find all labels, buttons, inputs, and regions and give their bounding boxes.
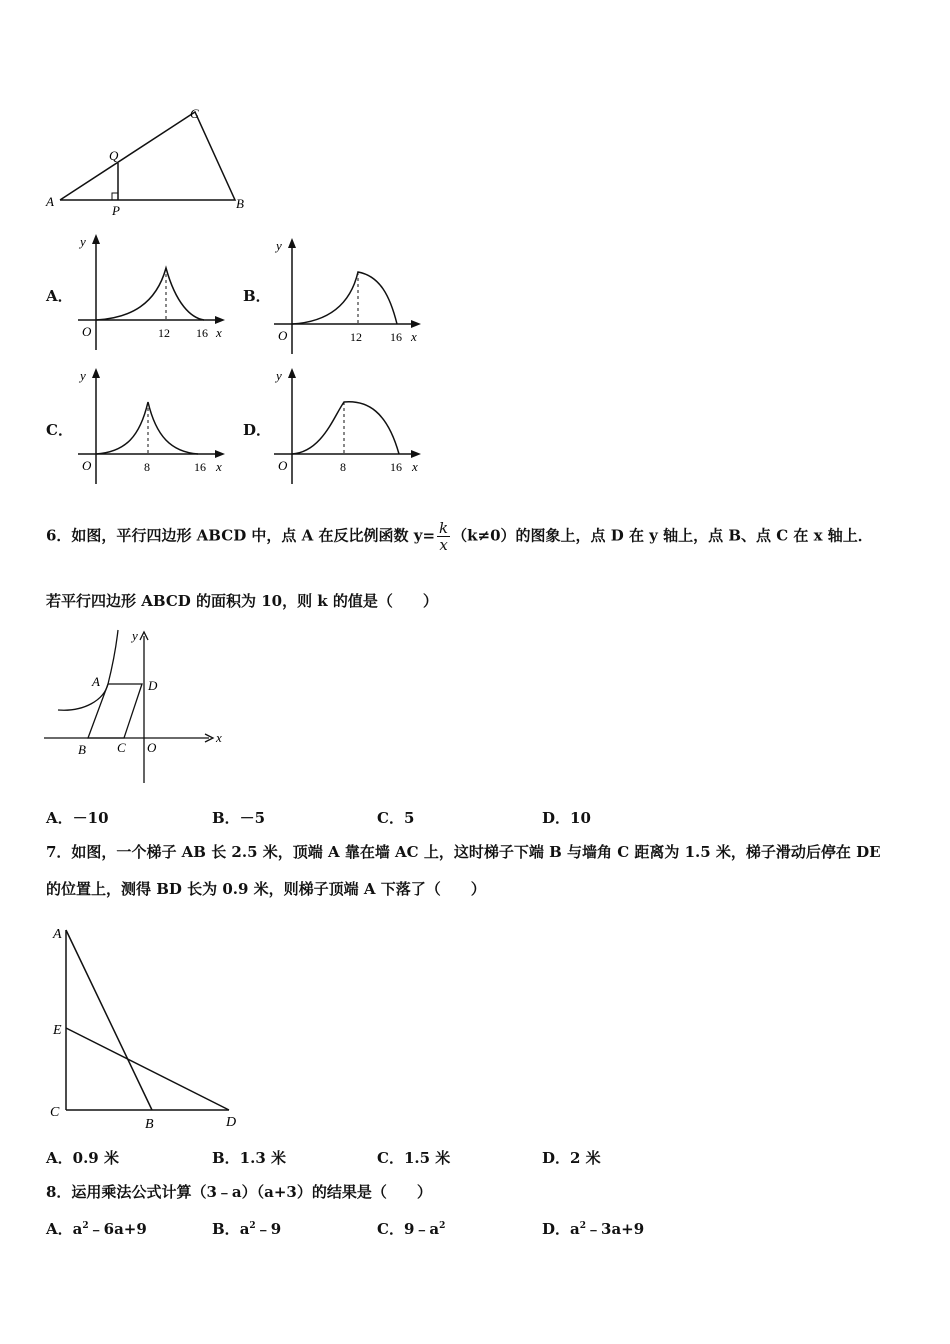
q6-stem-post: （k≠0）的图象上，点 D 在 y 轴上，点 B、点 C 在 x 轴上． <box>452 526 873 545</box>
q8-option-a-letter: A． <box>46 1220 73 1238</box>
q7-stem-line2: 的位置上，测得 BD 长为 0.9 米，则梯子顶端 A 下落了（ ） <box>46 880 486 898</box>
y-label: y <box>80 368 86 383</box>
origin-label: O <box>82 458 92 473</box>
option-c-letter[interactable]: C． <box>46 421 73 439</box>
label-d: D <box>226 1115 237 1130</box>
tick-label-2: 16 <box>390 330 402 344</box>
y-axis-arrow <box>288 368 296 378</box>
tick-label-1: 12 <box>158 326 170 340</box>
label-p: P <box>112 203 120 218</box>
parallelogram-abcd <box>88 684 142 738</box>
x-axis-arrow <box>215 316 225 324</box>
q8-option-a-exp: 2 <box>82 1221 89 1231</box>
q6-stem-line1 <box>46 520 873 553</box>
q8-option-d-exp: 2 <box>579 1221 587 1231</box>
tick-label-2: 16 <box>194 460 206 474</box>
q8-option-a-base: a <box>72 1220 83 1238</box>
q8-option-c-letter: C． <box>377 1220 404 1238</box>
q7-option-c[interactable]: C．1.5 米 <box>377 1149 451 1167</box>
tick-label-1: 8 <box>340 460 346 474</box>
triangle-outline <box>60 112 235 200</box>
label-c: C <box>50 1105 60 1120</box>
label-d: D <box>148 678 158 693</box>
x-label: x <box>411 329 417 344</box>
y-axis-arrow <box>92 234 100 244</box>
q7-figure <box>44 918 249 1133</box>
origin-label: O <box>82 324 92 339</box>
x-label: x <box>216 325 222 340</box>
option-b-letter[interactable]: B． <box>243 287 271 305</box>
x-label: x <box>412 459 418 474</box>
label-b: B <box>145 1117 154 1132</box>
function-curve <box>292 272 397 324</box>
q6-stem-pre: 6．如图，平行四边形 ABCD 中，点 A 在反比例函数 y= <box>46 526 436 545</box>
triangle-figure <box>40 100 255 225</box>
q8-option-c-base: 9﹣a <box>403 1220 440 1238</box>
x-axis-arrow <box>411 320 421 328</box>
label-c: C <box>190 106 199 121</box>
label-a: A <box>92 674 100 689</box>
q7-option-b[interactable]: B．1.3 米 <box>212 1149 286 1167</box>
q6-option-b[interactable]: B．－5 <box>212 809 266 827</box>
hyperbola-branch <box>58 630 118 710</box>
ladder-de <box>66 1028 229 1110</box>
origin-label: O <box>278 328 288 343</box>
q8-option-d-letter: D． <box>542 1220 571 1238</box>
x-axis-arrow <box>411 450 421 458</box>
graph-option-d[interactable] <box>272 366 422 486</box>
function-curve <box>292 402 399 454</box>
q8-option-d-base: a <box>570 1220 580 1238</box>
q7-option-d[interactable]: D．2 米 <box>542 1149 601 1167</box>
q6-option-d[interactable]: D．10 <box>542 809 591 827</box>
tick-label-2: 16 <box>390 460 402 474</box>
q6-figure <box>44 628 234 788</box>
function-curve <box>96 268 204 320</box>
q8-stem: 8．运用乘法公式计算（3﹣a）（a+3）的结果是（ ） <box>46 1183 432 1201</box>
label-o: O <box>147 740 157 755</box>
origin-label: O <box>278 458 288 473</box>
label-a: A <box>46 194 54 209</box>
graph-option-b[interactable] <box>272 236 422 356</box>
option-a-letter[interactable]: A． <box>46 287 73 305</box>
x-label: x <box>216 459 222 474</box>
q8-option-b-letter: B． <box>212 1220 240 1238</box>
label-b: B <box>236 196 244 211</box>
q8-option-b-exp: 2 <box>249 1221 256 1231</box>
right-angle-mark <box>112 193 118 200</box>
label-c: C <box>117 740 126 755</box>
label-b: B <box>78 742 86 757</box>
q6-stem-line2: 若平行四边形 ABCD 的面积为 10，则 k 的值是（ ） <box>46 592 438 610</box>
graph-option-c[interactable] <box>76 366 226 486</box>
q8-option-b-base: a <box>239 1220 250 1238</box>
q8-option-c-exp: 2 <box>439 1221 446 1231</box>
graph-option-a[interactable] <box>76 232 226 352</box>
q6-option-c[interactable]: C．5 <box>377 809 415 827</box>
q8-option-c[interactable] <box>377 1216 445 1239</box>
q6-frac-num: k <box>439 519 449 537</box>
q8-option-a-rest: ﹣6a+9 <box>88 1220 147 1238</box>
option-d-letter[interactable]: D． <box>243 421 272 439</box>
label-y: y <box>132 628 138 643</box>
function-curve <box>96 402 198 454</box>
y-label: y <box>80 234 86 249</box>
q7-stem-line1: 7．如图，一个梯子 AB 长 2.5 米，顶端 A 靠在墙 AC 上，这时梯子下端 B 与墙角 C 距离为 1.5 米，梯子滑动后停在 DE <box>46 843 881 861</box>
tick-label-1: 12 <box>350 330 362 344</box>
tick-label-2: 16 <box>196 326 208 340</box>
y-axis-arrow <box>288 238 296 248</box>
y-label: y <box>276 238 282 253</box>
label-e: E <box>53 1023 62 1038</box>
ladder-ab <box>66 930 152 1110</box>
q8-option-b[interactable] <box>212 1216 281 1239</box>
q6-fraction <box>437 520 450 553</box>
q8-option-b-rest: ﹣9 <box>255 1220 282 1238</box>
y-axis-arrow <box>92 368 100 378</box>
q6-option-a[interactable]: A．－10 <box>46 809 109 827</box>
x-axis-arrow <box>215 450 225 458</box>
q8-option-a[interactable] <box>46 1216 147 1239</box>
q6-frac-den: x <box>439 536 448 554</box>
y-label: y <box>276 368 282 383</box>
label-a: A <box>53 927 62 942</box>
q8-option-d-rest: ﹣3a+9 <box>586 1220 645 1238</box>
q8-option-d[interactable] <box>542 1216 644 1239</box>
tick-label-1: 8 <box>144 460 150 474</box>
label-q: Q <box>109 148 119 163</box>
label-x: x <box>216 730 222 745</box>
q7-option-a[interactable]: A．0.9 米 <box>46 1149 119 1167</box>
